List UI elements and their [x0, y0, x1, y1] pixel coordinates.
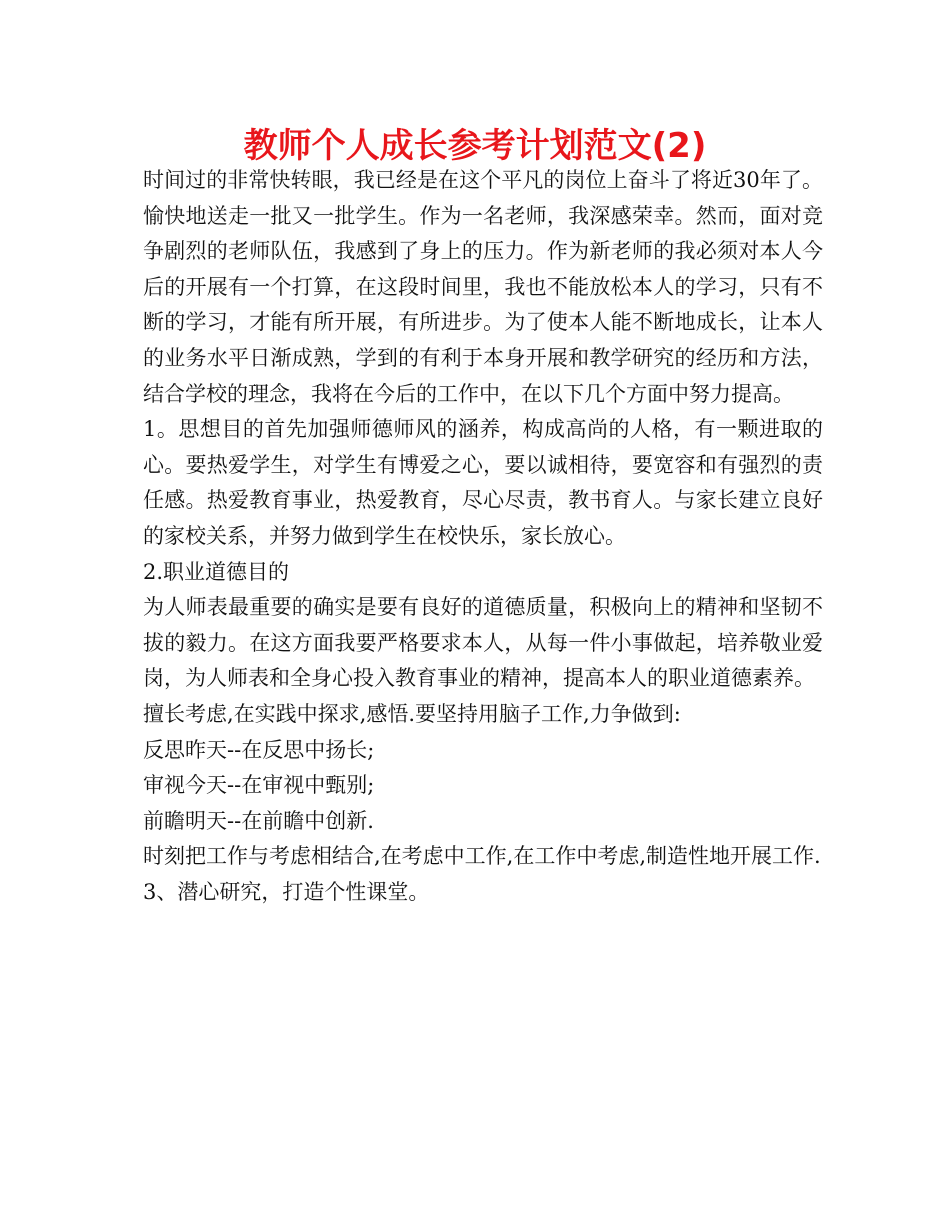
list-item-tomorrow: 前瞻明天--在前瞻中创新. [143, 808, 374, 833]
heading-goal-3: 3、潜心研究，打造个性课堂。 [143, 879, 430, 904]
document-title: 教师个人成长参考计划范文(2) [243, 126, 707, 166]
paragraph-goal-1: 1。思想目的首先加强师德师风的涵养，构成高尚的人格，有一颗进取的心。要热爱学生，对学生有博爱之心，要以诚相待，要宽容和有强烈的责任感。热爱教育事业，热爱教育，尽心尽责，教书育人。与家长建立良好的家校关系，并努力做到学生在校快乐，家长放心。 [143, 417, 823, 548]
heading-goal-2: 2.职业道德目的 [143, 559, 290, 584]
paragraph-goal-2: 为人师表最重要的确实是要有良好的道德质量，积极向上的精神和坚韧不拔的毅力。在这方面我要严格要求本人，从每一件小事做起，培养敬业爱岗，为人师表和全身心投入教育事业的精神，提高本人的职业道德素养。 [143, 595, 823, 691]
document-body [143, 163, 823, 910]
paragraph-work-thinking: 时刻把工作与考虑相结合,在考虑中工作,在工作中考虑,制造性地开展工作. [143, 844, 821, 869]
paragraph-intro: 时间过的非常快转眼，我已经是在这个平凡的岗位上奋斗了将近30年了。愉快地送走一批又一批学生。作为一名老师，我深感荣幸。然而，面对竞争剧烈的老师队伍，我感到了身上的压力。作为新老师的我必须对本人今后的开展有一个打算，在这段时间里，我也不能放松本人的学习，只有不断的学习，才能有所开展，有所进步。为了使本人能不断地成长，让本人的业务水平日渐成熟，学到的有利于本身开展和教学研究的经历和方法，结合学校的理念，我将在今后的工作中，在以下几个方面中努力提高。 [143, 168, 823, 406]
list-item-today: 审视今天--在审视中甄别; [143, 773, 375, 798]
list-item-yesterday: 反思昨天--在反思中扬长; [143, 737, 375, 762]
paragraph-reflection-intro: 擅长考虑,在实践中探求,感悟.要坚持用脑子工作,力争做到: [143, 701, 681, 726]
